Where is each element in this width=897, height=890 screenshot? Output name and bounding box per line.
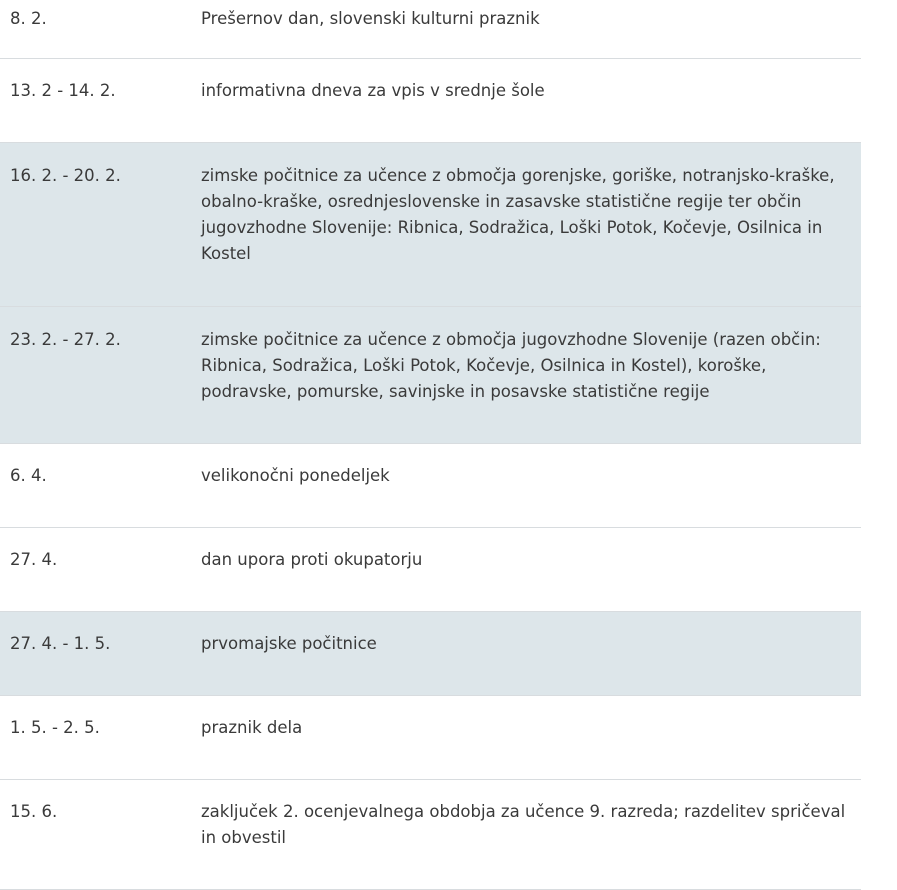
date-cell: 6. 4. <box>0 444 201 528</box>
description-cell: zaključek 2. ocenjevalnega obdobja za učence 9. razreda; razdelitev spričeval in obvestil <box>201 780 861 890</box>
date-cell: 16. 2. - 20. 2. <box>0 143 201 307</box>
description-cell: zimske počitnice za učence z območja jugovzhodne Slovenije (razen občin: Ribnica, Sodražica, Loški Potok, Kočevje, Osilnica in Kostel), koroške, podravske, pomurske, savinjske in posavske statistične regije <box>201 307 861 444</box>
table-row <box>0 0 861 59</box>
description-cell: informativna dneva za vpis v srednje šole <box>201 59 861 143</box>
date-cell: 15. 6. <box>0 780 201 890</box>
date-cell: 27. 4. - 1. 5. <box>0 612 201 696</box>
table-row <box>0 307 861 444</box>
date-cell: 8. 2. <box>0 0 201 59</box>
date-cell: 27. 4. <box>0 528 201 612</box>
table-row <box>0 612 861 696</box>
description-cell: prvomajske počitnice <box>201 612 861 696</box>
description-cell: praznik dela <box>201 696 861 780</box>
date-cell: 1. 5. - 2. 5. <box>0 696 201 780</box>
description-cell: zimske počitnice za učence z območja gorenjske, goriške, notranjsko-kraške, obalno-kraške, osrednjeslovenske in zasavske statistične regije ter občin jugovzhodne Slovenije: Ribnica, Sodražica, Loški Potok, Kočevje, Osilnica in Kostel <box>201 143 861 307</box>
table-row <box>0 528 861 612</box>
table-row <box>0 59 861 143</box>
description-cell: dan upora proti okupatorju <box>201 528 861 612</box>
description-cell: velikonočni ponedeljek <box>201 444 861 528</box>
table-row <box>0 143 861 307</box>
date-cell: 13. 2 - 14. 2. <box>0 59 201 143</box>
date-cell: 23. 2. - 27. 2. <box>0 307 201 444</box>
description-cell: Prešernov dan, slovenski kulturni praznik <box>201 0 861 59</box>
table-row <box>0 444 861 528</box>
table-row <box>0 780 861 890</box>
